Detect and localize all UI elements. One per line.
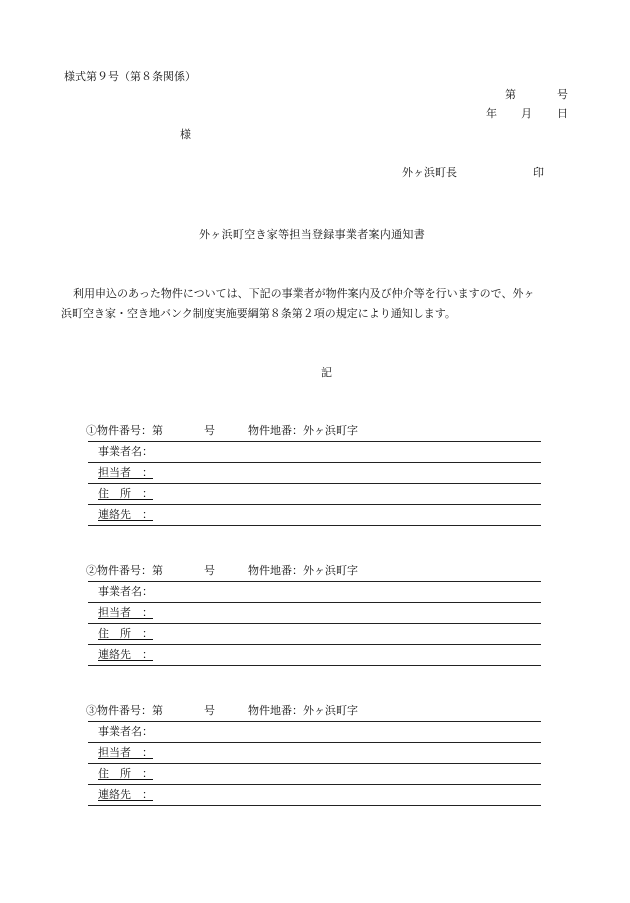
address-label: 住 所 ： [98, 627, 153, 640]
contact-row [88, 785, 541, 806]
address-row [88, 484, 541, 505]
person-row [88, 463, 541, 484]
property-location-label: 物件地番：外ヶ浜町字 [248, 424, 358, 437]
property-location-label: 物件地番：外ヶ浜町字 [248, 564, 358, 577]
contact-label: 連絡先 ： [98, 648, 153, 661]
business-name-label: 事業者名： [98, 725, 153, 738]
seal-mark: 印 [533, 166, 544, 179]
property-record-2 [88, 561, 541, 666]
business-name-row [88, 442, 541, 463]
form-number: 様式第９号（第８条関係） [64, 70, 196, 83]
contact-row [88, 505, 541, 526]
record-header-row [88, 561, 541, 582]
property-number-go: 号 [204, 704, 215, 717]
address-label: 住 所 ： [98, 767, 153, 780]
body-line-2: 浜町空き家・空き地バンク制度実施要綱第８条第２項の規定により通知します。 [61, 307, 456, 320]
person-row [88, 743, 541, 764]
business-name-row [88, 582, 541, 603]
property-record-3 [88, 701, 541, 806]
person-label: 担当者 ： [98, 746, 153, 759]
property-number-label: ③物件番号：第 [86, 704, 163, 717]
issuer-name: 外ヶ浜町長 [402, 166, 457, 179]
person-label: 担当者 ： [98, 466, 153, 479]
address-row [88, 764, 541, 785]
date-month: 月 [521, 107, 532, 120]
record-header-row [88, 421, 541, 442]
address-row [88, 624, 541, 645]
contact-row [88, 645, 541, 666]
reference-dai: 第 [505, 88, 516, 101]
document-title: 外ヶ浜町空き家等担当登録事業者案内通知書 [199, 228, 425, 241]
reference-go: 号 [557, 88, 568, 101]
property-number-label: ①物件番号：第 [86, 424, 163, 437]
ki-heading: 記 [321, 366, 332, 379]
date-year: 年 [486, 107, 497, 120]
person-row [88, 603, 541, 624]
date-day: 日 [557, 107, 568, 120]
contact-label: 連絡先 ： [98, 508, 153, 521]
address-label: 住 所 ： [98, 487, 153, 500]
business-name-row [88, 722, 541, 743]
person-label: 担当者 ： [98, 606, 153, 619]
record-header-row [88, 701, 541, 722]
property-number-go: 号 [204, 424, 215, 437]
contact-label: 連絡先 ： [98, 788, 153, 801]
addressee-sama: 様 [180, 128, 191, 141]
property-record-1 [88, 421, 541, 526]
property-number-go: 号 [204, 564, 215, 577]
property-location-label: 物件地番：外ヶ浜町字 [248, 704, 358, 717]
property-number-label: ②物件番号：第 [86, 564, 163, 577]
business-name-label: 事業者名： [98, 445, 153, 458]
body-line-1: 利用申込のあった物件については、下記の事業者が物件案内及び仲介等を行いますので、外ヶ [73, 287, 535, 300]
business-name-label: 事業者名： [98, 585, 153, 598]
